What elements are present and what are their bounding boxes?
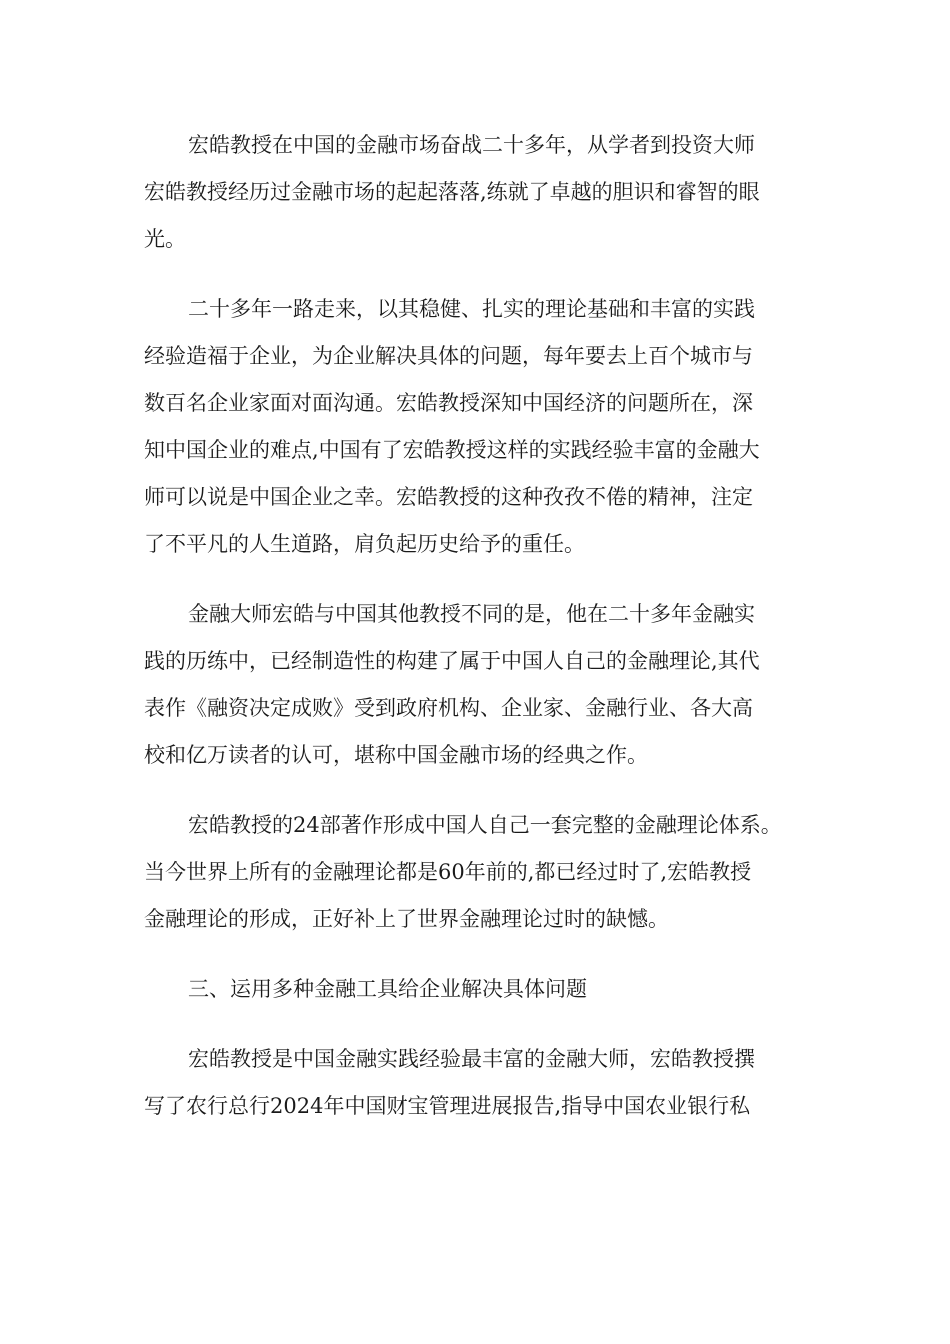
- text-line: 了不平凡的人生道路，肩负起历史给予的重任。: [144, 532, 585, 556]
- text-line: 知中国企业的难点,中国有了宏皓教授这样的实践经验丰富的金融大: [144, 438, 760, 462]
- text-line: 践的历练中，已经制造性的构建了属于中国人自己的金融理论,其代: [144, 649, 760, 673]
- text-line: 金融大师宏皓与中国其他教授不同的是，他在二十多年金融实: [188, 602, 755, 626]
- paragraph-5: [144, 1036, 824, 1130]
- document-body: [144, 122, 824, 1153]
- text-line: 宏皓教授经历过金融市场的起起落落,练就了卓越的胆识和睿智的眼: [144, 180, 760, 204]
- paragraph-3: [144, 591, 824, 779]
- text-line: 宏皓教授是中国金融实践经验最丰富的金融大师，宏皓教授撰: [188, 1047, 755, 1071]
- text-line: 经验造福于企业，为企业解决具体的问题，每年要去上百个城市与: [144, 344, 753, 368]
- heading-line: 三、运用多种金融工具给企业解决具体问题: [188, 977, 587, 1001]
- text-line: 金融理论的形成，正好补上了世界金融理论过时的缺憾。: [144, 907, 669, 931]
- text-line: 宏皓教授在中国的金融市场奋战二十多年，从学者到投资大师: [188, 133, 755, 157]
- paragraph-2: [144, 286, 824, 568]
- text-line: 宏皓教授的24部著作形成中国人自己一套完整的金融理论体系。: [188, 813, 782, 837]
- text-line: 写了农行总行2024年中国财宝管理进展报告,指导中国农业银行私: [144, 1094, 751, 1118]
- section-heading: [144, 966, 824, 1013]
- text-line: 校和亿万读者的认可，堪称中国金融市场的经典之作。: [144, 743, 648, 767]
- paragraph-4: [144, 802, 824, 943]
- text-line: 数百名企业家面对面沟通。宏皓教授深知中国经济的问题所在，深: [144, 391, 753, 415]
- paragraph-1: [144, 122, 824, 263]
- text-line: 师可以说是中国企业之幸。宏皓教授的这种孜孜不倦的精神，注定: [144, 485, 753, 509]
- text-line: 光。: [144, 227, 186, 251]
- text-line: 表作《融资决定成败》受到政府机构、企业家、金融行业、各大高: [144, 696, 753, 720]
- text-line: 当今世界上所有的金融理论都是60年前的,都已经过时了,宏皓教授: [144, 860, 752, 884]
- text-line: 二十多年一路走来，以其稳健、扎实的理论基础和丰富的实践: [188, 297, 755, 321]
